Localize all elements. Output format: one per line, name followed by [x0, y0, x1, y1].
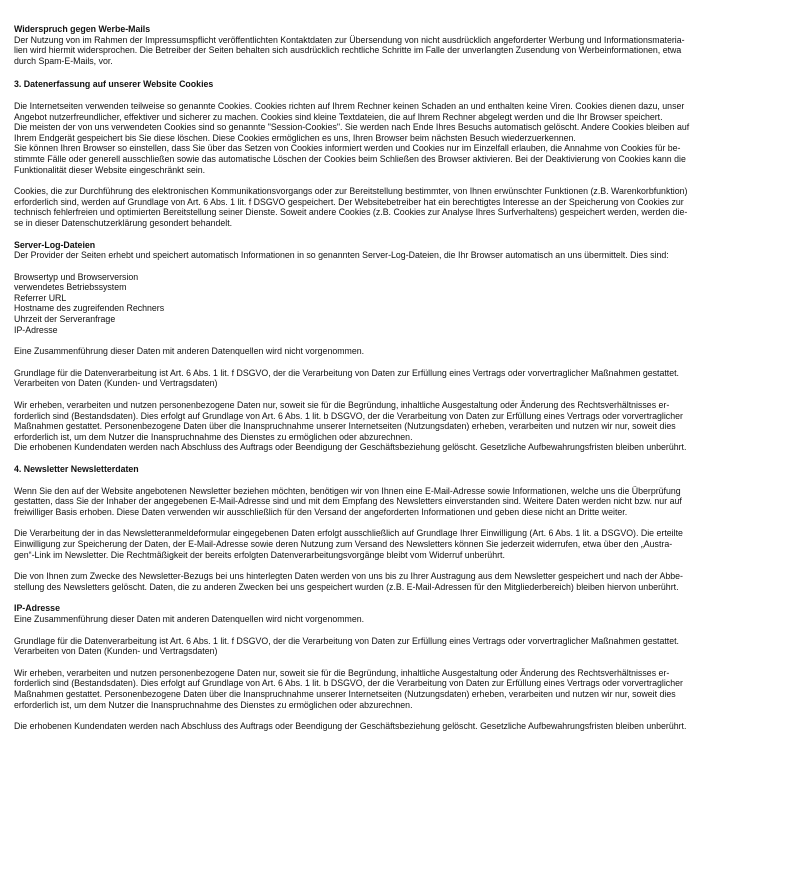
paragraph-ip-processing: Wir erheben, verarbeiten und nutzen personenbezogene Daten nur, soweit sie für die Begründung, inhaltliche Ausgestaltung oder Änderung des Rechtsverhältnisses er- forderlich sind (Bestandsdaten). Dies erfolgt auf Grundlage von Art. 6 Abs. 1 lit. b DSGVO, der die Verarbeitung von Daten zur Erfüllung eines Vertrags oder vorvertraglicher Maßnahmen gestattet. Personenbezogene Daten über die Inanspruchnahme unserer Internetseiten (Nutzungsdaten) erheben, verarbeiten und nutzen wir nur, soweit dies erforderlich ist, um dem Nutzer die Inanspruchnahme des Dienstes zu ermöglichen oder abzurechnen. [14, 667, 683, 710]
paragraph-newsletter-consent: Die Verarbeitung der in das Newsletteranmeldeformular eingegebenen Daten erfolgt ausschließlich auf Grundlage Ihrer Einwilligung (Art. 6 Abs. 1 lit. a DSGVO). Die erteilte Einwilligung zur Speicherung der Daten, der E-Mail-Adresse sowie deren Nutzung zum Versand des Newsletters können Sie jederzeit widerrufen, etwa über den „Austra- gen“-Link im Newsletter. Die Rechtmäßigkeit der bereits erfolgten Datenverarbeitungsvorgänge bleibt vom Widerruf unberührt. [14, 528, 683, 560]
section-heading-cookies: 3. Datenerfassung auf unserer Website Cookies [14, 79, 214, 90]
paragraph-server-log-merge: Eine Zusammenführung dieser Daten mit anderen Datenquellen wird nicht vorgenommen. [14, 346, 365, 357]
server-log-list: Browsertyp und Browserversion verwendetes Betriebssystem Referrer URL Hostname des zugreifenden Rechners Uhrzeit der Serveranfrage IP-Adresse [14, 271, 165, 335]
paragraph-ip-deletion: Die erhobenen Kundendaten werden nach Abschluss des Auftrags oder Beendigung der Geschäftsbeziehung gelöscht. Gesetzliche Aufbewahrungsfristen bleiben unberührt. [14, 721, 687, 732]
paragraph-werbe-mails: Der Nutzung von im Rahmen der Impressumspflicht veröffentlichten Kontaktdaten zur Übersendung von nicht ausdrücklich angeforderter Werbung und Informationsmateria- lien wird hiermit widersprochen. Die Betreiber der Seiten behalten sich ausdrücklich rechtliche Schritte im Falle der unverlangten Zusendung von Werbeinformationen, etwa durch Spam-E-Mails, vor. [14, 34, 685, 66]
paragraph-newsletter-intro: Wenn Sie den auf der Website angebotenen Newsletter beziehen möchten, benötigen wir von Ihnen eine E-Mail-Adresse sowie Informationen, welche uns die Überprüfung gestatten, dass Sie der Inhaber der angegebenen E-Mail-Adresse sind und mit dem Empfang des Newsletters einverstanden sind. Weitere Daten werden nicht bzw. nur auf freiwilliger Basis erhoben. Diese Daten verwenden wir ausschließlich für den Versand der angeforderten Informationen und geben diese nicht an Dritte weiter. [14, 485, 682, 517]
paragraph-server-log-intro: Der Provider der Seiten erhebt und speichert automatisch Informationen in so genannten Server-Log-Dateien, die Ihr Browser automatisch an uns übermittelt. Dies sind: [14, 250, 669, 261]
section-heading-server-log: Server-Log-Dateien [14, 239, 96, 250]
paragraph-cookies-intro: Die Internetseiten verwenden teilweise so genannte Cookies. Cookies richten auf Ihrem Rechner keinen Schaden an und enthalten keine Viren. Cookies dienen dazu, unser Angebot nutzerfreundlicher, effektiver und sicherer zu machen. Cookies sind kleine Textdateien, die auf Ihrem Rechner abgelegt werden und die Ihr Browser speichert. Die meisten der von uns verwendeten Cookies sind so genannte "Session-Cookies". Sie werden nach Ende Ihres Besuchs automatisch gelöscht. Andere Cookies bleiben auf Ihrem Endgerät gespeichert bis Sie diese löschen. Diese Cookies ermöglichen es uns, Ihren Browser beim nächsten Besuch wiederzuerkennen. Sie können Ihren Browser so einstellen, dass Sie über das Setzen von Cookies informiert werden und Cookies nur im Einzelfall erlauben, die Annahme von Cookies für be- stimmte Fälle oder generell ausschließen sowie das automatische Löschen der Cookies beim Schließen des Browser aktivieren. Bei der Deaktivierung von Cookies kann die Funktionalität dieser Website eingeschränkt sein. [14, 100, 690, 175]
paragraph-server-log-processing: Wir erheben, verarbeiten und nutzen personenbezogene Daten nur, soweit sie für die Begründung, inhaltliche Ausgestaltung oder Änderung des Rechtsverhältnisses er- forderlich sind (Bestandsdaten). Dies erfolgt auf Grundlage von Art. 6 Abs. 1 lit. b DSGVO, der die Verarbeitung von Daten zur Erfüllung eines Vertrags oder vorvertraglicher Maßnahmen gestattet. Personenbezogene Daten über die Inanspruchnahme unserer Internetseiten (Nutzungsdaten) erheben, verarbeiten und nutzen wir nur, soweit dies erforderlich ist, um dem Nutzer die Inanspruchnahme des Dienstes zu ermöglichen oder abzurechnen. Die erhobenen Kundendaten werden nach Abschluss des Auftrags oder Beendigung der Geschäftsbeziehung gelöscht. Gesetzliche Aufbewahrungsfristen bleiben unberührt. [14, 400, 687, 453]
section-heading-newsletter: 4. Newsletter Newsletterdaten [14, 464, 139, 474]
paragraph-newsletter-storage: Die von Ihnen zum Zwecke des Newsletter-Bezugs bei uns hinterlegten Daten werden von uns bis zu Ihrer Austragung aus dem Newsletter gespeichert und nach der Abbe- stellung des Newsletters gelöscht. Daten, die zu anderen Zwecken bei uns gespeichert wurden (z.B. E-Mail-Adressen für den Mitgliederbereich) bleiben hiervon unberührt. [14, 571, 683, 592]
paragraph-ip-basis: Grundlage für die Datenverarbeitung ist Art. 6 Abs. 1 lit. f DSGVO, der die Verarbeitung von Daten zur Erfüllung eines Vertrags oder vorvertraglicher Maßnahmen gestattet. Verarbeiten von Daten (Kunden- und Vertragsdaten) [14, 635, 680, 657]
paragraph-server-log-basis: Grundlage für die Datenverarbeitung ist Art. 6 Abs. 1 lit. f DSGVO, der die Verarbeitung von Daten zur Erfüllung eines Vertrags oder vorvertraglicher Maßnahmen gestattet. Verarbeiten von Daten (Kunden- und Vertragsdaten) [14, 367, 680, 389]
section-heading-ip-address: IP-Adresse [14, 603, 60, 614]
paragraph-cookies-legal: Cookies, die zur Durchführung des elektronischen Kommunikationsvorgangs oder zur Bereitstellung bestimmter, von Ihnen erwünschter Funktionen (z.B. Warenkorbfunktion) erforderlich sind, werden auf Grundlage von Art. 6 Abs. 1 lit. f DSGVO gespeichert. Der Websitebetreiber hat ein berechtigtes Interesse an der Speicherung von Cookies zur technisch fehlerfreien und optimierten Bereitstellung seiner Dienste. Soweit andere Cookies (z.B. Cookies zur Analyse Ihres Surfverhaltens) gespeichert werden, werden die- se in dieser Datenschutzerklärung gesondert behandelt. [14, 186, 688, 228]
section-heading-werbe-mails: Widerspruch gegen Werbe-Mails [14, 24, 151, 34]
paragraph-ip-merge: Eine Zusammenführung dieser Daten mit anderen Datenquellen wird nicht vorgenommen. [14, 613, 365, 624]
